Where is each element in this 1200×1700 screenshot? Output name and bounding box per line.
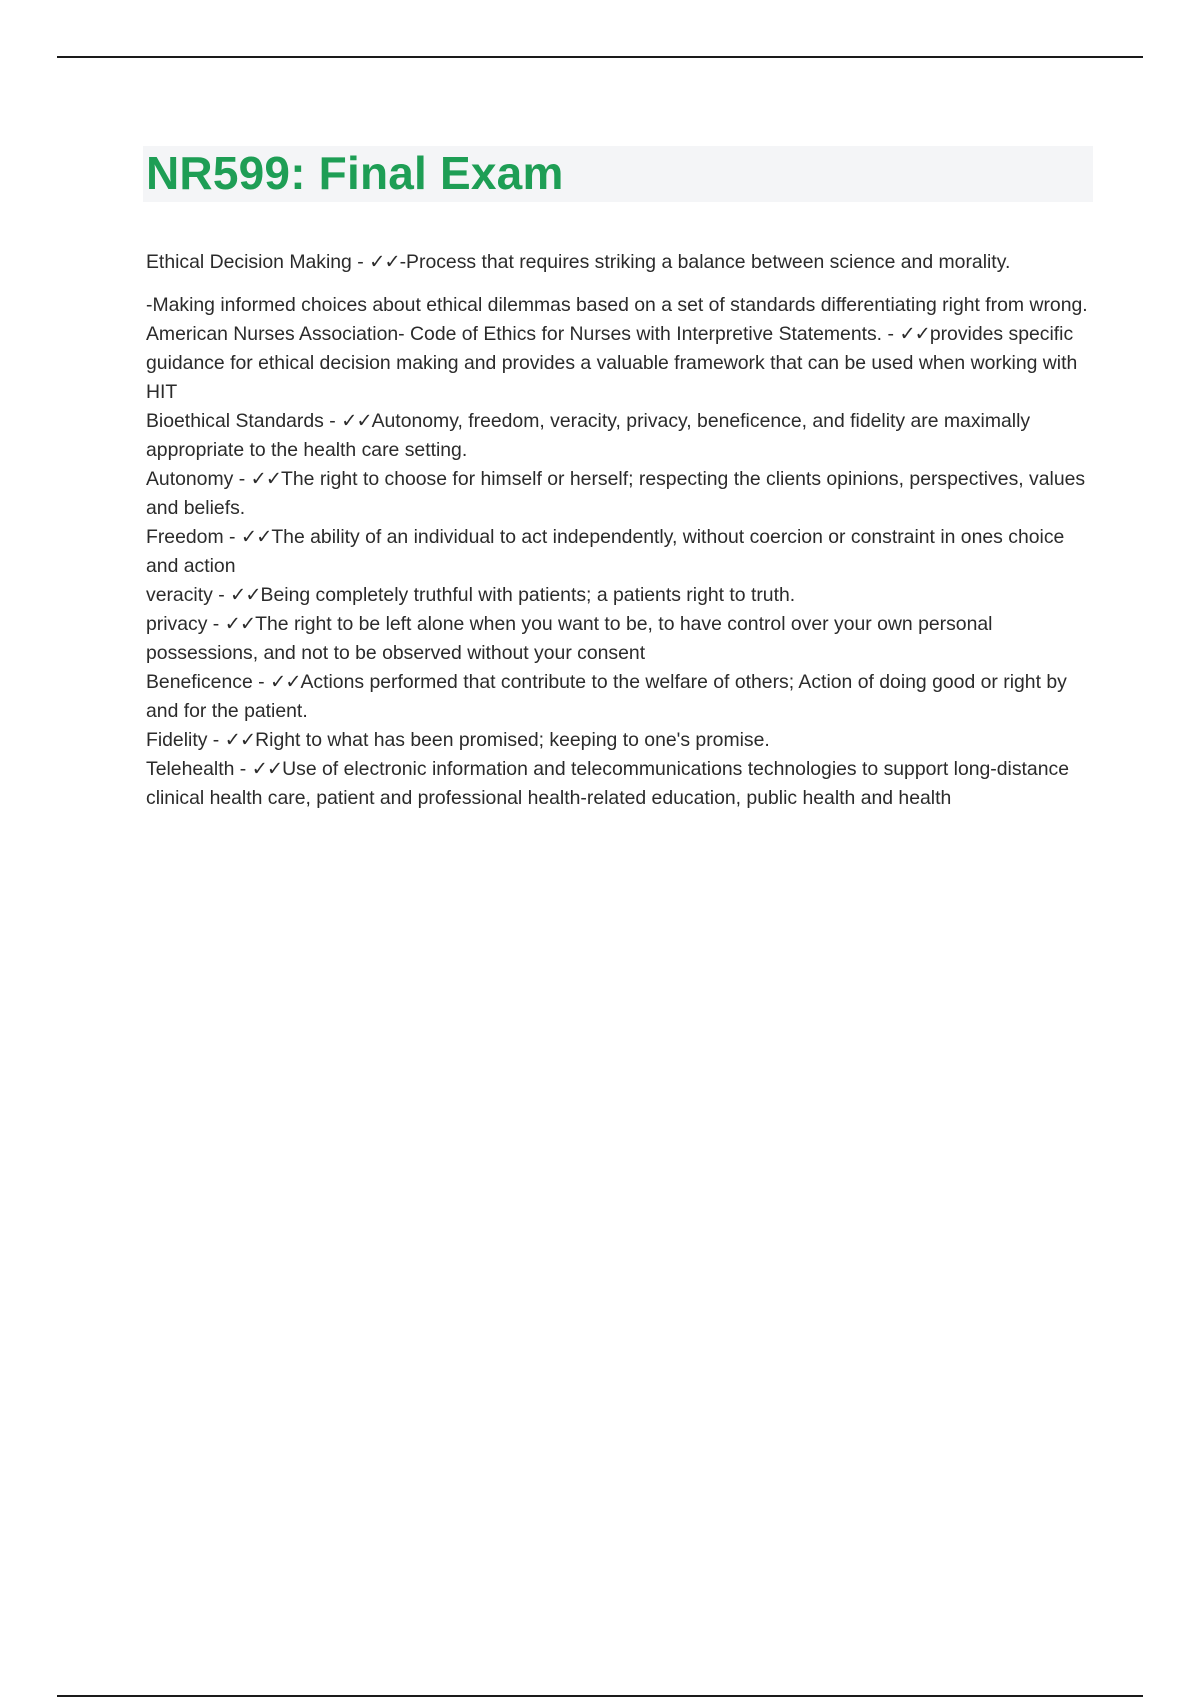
entry-ethical-decision-making: Ethical Decision Making - ✓✓-Process that requires striking a balance between science and morality. bbox=[146, 251, 1011, 273]
entry-definition: Autonomy, freedom, veracity, privacy, beneficence, and fidelity are maximally appropriate to the health care setting. bbox=[146, 410, 1031, 461]
check-icon: ✓✓ bbox=[224, 613, 256, 635]
check-icon: ✓✓ bbox=[250, 468, 282, 490]
entry-freedom: Freedom - ✓✓The ability of an individual to act independently, without coercion or constraint in ones choice and action bbox=[146, 526, 1065, 577]
document-body bbox=[146, 248, 1096, 813]
entry-definition: Right to what has been promised; keeping to one's promise. bbox=[255, 729, 770, 751]
entry-veracity: veracity - ✓✓Being completely truthful with patients; a patients right to truth. bbox=[146, 584, 796, 606]
entry-term: Bioethical Standards bbox=[146, 410, 324, 432]
entry-definition: The right to be left alone when you want to be, to have control over your own personal possessions, and not to be observed without your consent bbox=[146, 613, 993, 664]
entry-definition: Actions performed that contribute to the welfare of others; Action of doing good or right by and for the patient. bbox=[146, 671, 1067, 722]
bottom-rule bbox=[57, 1695, 1143, 1697]
entry-definition: The right to choose for himself or herself; respecting the clients opinions, perspectives, values and beliefs. bbox=[146, 468, 1086, 519]
entry-term: Fidelity bbox=[146, 729, 208, 751]
check-icon: ✓✓ bbox=[341, 410, 372, 432]
check-icon: ✓✓ bbox=[224, 729, 256, 751]
check-icon: ✓✓ bbox=[240, 526, 272, 548]
entry-definition: Being completely truthful with patients; a patients right to truth. bbox=[260, 584, 796, 606]
entry-definition: provides specific guidance for ethical decision making and provides a valuable framework that can be used when working with HIT bbox=[146, 323, 1078, 403]
top-rule bbox=[57, 56, 1143, 58]
entry-beneficence: Beneficence - ✓✓Actions performed that contribute to the welfare of others; Action of doing good or right by and for the patient. bbox=[146, 671, 1067, 722]
entry-autonomy: Autonomy - ✓✓The right to choose for himself or herself; respecting the clients opinions, perspectives, values and beliefs. bbox=[146, 468, 1086, 519]
check-icon: ✓✓ bbox=[269, 671, 301, 693]
page-title: NR599: Final Exam bbox=[146, 147, 564, 199]
entry-privacy: privacy - ✓✓The right to be left alone when you want to be, to have control over your own personal possessions, and not to be observed without your consent bbox=[146, 613, 993, 664]
entry-term: Beneficence bbox=[146, 671, 253, 693]
check-icon: ✓✓ bbox=[251, 758, 283, 780]
check-icon: ✓✓ bbox=[230, 584, 261, 606]
entry-fidelity: Fidelity - ✓✓Right to what has been promised; keeping to one's promise. bbox=[146, 729, 770, 751]
entry-definition: The ability of an individual to act independently, without coercion or constraint in ones choice and action bbox=[146, 526, 1065, 577]
entry-term: Ethical Decision Making bbox=[146, 251, 352, 273]
entry-term: American Nurses Association- Code of Ethics for Nurses with Interpretive Statements. bbox=[146, 323, 883, 345]
check-icon: ✓✓ bbox=[899, 323, 930, 345]
entry-definition: Use of electronic information and telecommunications technologies to support long-distance clinical health care, patient and professional health-related education, public health and health bbox=[146, 758, 1069, 809]
entry-continuation: -Making informed choices about ethical dilemmas based on a set of standards differentiating right from wrong. bbox=[146, 294, 1088, 316]
entry-term: veracity bbox=[146, 584, 213, 606]
entry-term: Freedom bbox=[146, 526, 224, 548]
entry-term: Telehealth bbox=[146, 758, 235, 780]
entry-bioethical-standards: Bioethical Standards - ✓✓Autonomy, freedom, veracity, privacy, beneficence, and fidelity are maximally appropriate to the health care setting. bbox=[146, 410, 1031, 461]
entry-telehealth: Telehealth - ✓✓Use of electronic information and telecommunications technologies to support long-distance clinical health care, patient and professional health-related education, public health and health bbox=[146, 758, 1069, 809]
entry-term: Autonomy bbox=[146, 468, 234, 490]
check-icon: ✓✓ bbox=[369, 251, 400, 273]
entry-ana-code-of-ethics: American Nurses Association- Code of Ethics for Nurses with Interpretive Statements. - ✓✓provides specific guidance for ethical decision making and provides a valuable framework that can be used when working with HIT bbox=[146, 323, 1078, 403]
entry-term: privacy bbox=[146, 613, 208, 635]
entry-definition: -Process that requires striking a balance between science and morality. bbox=[399, 251, 1011, 273]
